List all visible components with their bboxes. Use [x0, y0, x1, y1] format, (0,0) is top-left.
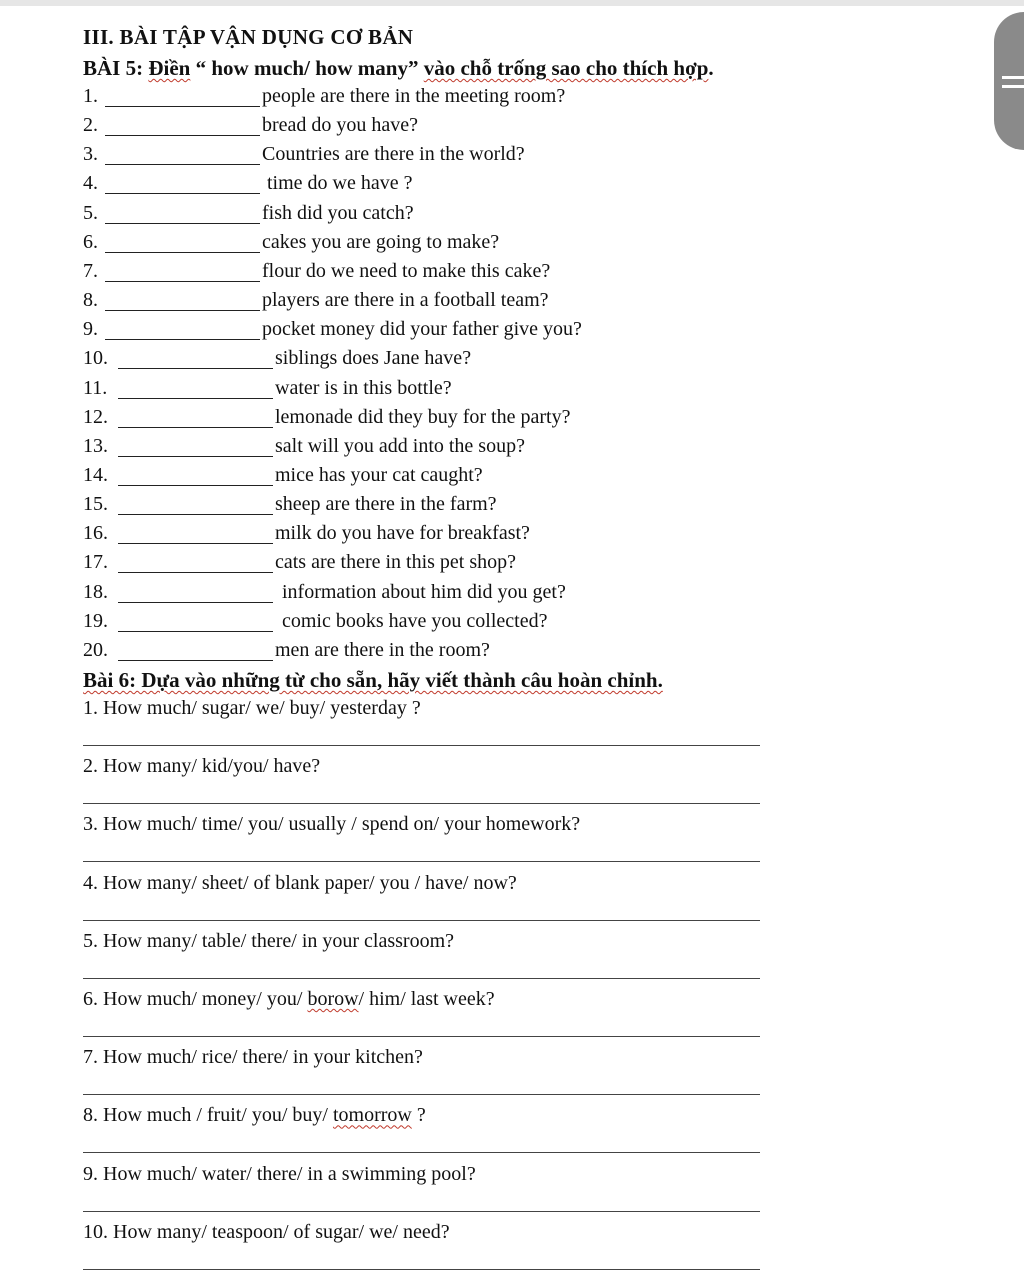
question-text: water is in this bottle? — [275, 376, 452, 399]
answer-line[interactable] — [83, 1152, 760, 1153]
answer-line[interactable] — [83, 1269, 760, 1270]
prompt-text: 10. How many/ teaspoon/ of sugar/ we/ need? — [83, 1220, 450, 1243]
answer-line[interactable] — [83, 1036, 760, 1037]
answer-blank[interactable] — [118, 631, 273, 632]
sentence-prompt — [83, 872, 517, 895]
question-text: people are there in the meeting room? — [262, 85, 566, 107]
question-text: lemonade did they buy for the party? — [275, 405, 571, 428]
answer-line[interactable] — [83, 978, 760, 979]
question-text: players are there in a football team? — [262, 289, 549, 312]
prompt-text: 5. How many/ table/ there/ in your classroom? — [83, 929, 455, 952]
question-number: 17. — [83, 551, 108, 574]
answer-blank[interactable] — [105, 193, 260, 194]
question-text: Countries are there in the world? — [262, 143, 525, 166]
sentence-prompt — [83, 697, 421, 720]
question-number: 15. — [83, 493, 108, 516]
section-heading: III. BÀI TẬP VẬN DỤNG CƠ BẢN — [83, 25, 414, 49]
sentence-prompt — [83, 813, 580, 836]
question-number: 19. — [83, 609, 108, 632]
sentence-prompt — [83, 930, 454, 953]
grip-line — [1002, 76, 1024, 79]
question-number: 11. — [83, 376, 108, 399]
question-number: 10. — [83, 347, 108, 370]
prompt-flagged-word: tomorrow — [332, 1104, 412, 1127]
question-number: 2. — [83, 114, 98, 137]
answer-blank[interactable] — [118, 368, 273, 369]
answer-blank[interactable] — [118, 485, 273, 486]
prompt-text: 7. How much/ rice/ there/ in your kitchen? — [83, 1046, 423, 1069]
question-number: 8. — [83, 289, 98, 312]
question-number: 13. — [83, 434, 108, 457]
question-number: 1. — [83, 85, 98, 107]
answer-blank[interactable] — [105, 164, 260, 165]
question-text: men are there in the room? — [275, 638, 490, 661]
title-quote: “ how much/ how many” — [190, 56, 424, 80]
question-text: flour do we need to make this cake? — [262, 259, 551, 282]
title-word: Điền — [148, 56, 191, 80]
answer-blank[interactable] — [118, 602, 273, 603]
question-text: bread do you have? — [262, 114, 419, 137]
question-text: pocket money did your father give you? — [262, 318, 582, 341]
question-text: milk do you have for breakfast? — [275, 522, 530, 545]
question-number: 14. — [83, 463, 108, 486]
sentence-prompt — [83, 1104, 426, 1127]
sentence-prompt — [83, 988, 495, 1011]
question-number: 12. — [83, 405, 108, 428]
prompt-text: 3. How much/ time/ you/ usually / spend on/ your homework? — [83, 813, 581, 836]
prompt-text: 8. How much / fruit/ you/ buy/ — [83, 1104, 333, 1127]
question-number: 7. — [83, 259, 98, 282]
answer-blank[interactable] — [105, 281, 260, 282]
answer-line[interactable] — [83, 803, 760, 804]
exercise-6-title: Bài 6: Dựa vào những từ cho sẵn, hãy viết thành câu hoàn chỉnh. — [83, 668, 663, 692]
answer-blank[interactable] — [118, 660, 273, 661]
answer-blank[interactable] — [118, 427, 273, 428]
question-text: information about him did you get? — [282, 580, 566, 603]
answer-line[interactable] — [83, 1094, 760, 1095]
prompt-text: 2. How many/ kid/you/ have? — [83, 755, 321, 778]
exercise-5-title — [83, 56, 714, 81]
answer-line[interactable] — [83, 920, 760, 921]
grip-line — [1002, 85, 1024, 88]
question-number: 20. — [83, 638, 108, 661]
question-text: siblings does Jane have? — [275, 347, 472, 370]
answer-blank[interactable] — [118, 572, 273, 573]
answer-blank[interactable] — [105, 252, 260, 253]
answer-blank[interactable] — [118, 543, 273, 544]
prompt-text: 9. How much/ water/ there/ in a swimming pool? — [83, 1162, 476, 1185]
title-instruction: vào chỗ trống sao cho thích hợp — [423, 56, 709, 80]
question-number: 4. — [83, 172, 98, 195]
scroll-handle[interactable] — [994, 12, 1024, 150]
question-number: 5. — [83, 201, 98, 224]
sentence-prompt — [83, 1046, 423, 1069]
answer-blank[interactable] — [105, 339, 260, 340]
answer-blank[interactable] — [118, 456, 273, 457]
sentence-prompt — [83, 1221, 450, 1244]
answer-blank[interactable] — [105, 310, 260, 311]
question-number: 18. — [83, 580, 108, 603]
question-number: 16. — [83, 522, 108, 545]
prompt-text: 4. How many/ sheet/ of blank paper/ you / have/ now? — [83, 871, 517, 894]
answer-blank[interactable] — [105, 106, 260, 107]
prompt-text-end: ? — [411, 1104, 426, 1127]
prompt-text: 6. How much/ money/ you/ — [83, 988, 308, 1010]
question-text: comic books have you collected? — [282, 609, 548, 632]
answer-blank[interactable] — [105, 223, 260, 224]
question-text: salt will you add into the soup? — [275, 434, 525, 457]
answer-line[interactable] — [83, 861, 760, 862]
question-text: fish did you catch? — [262, 201, 414, 224]
question-text: cats are there in this pet shop? — [275, 551, 517, 574]
answer-line[interactable] — [83, 745, 760, 746]
prompt-text-end: / him/ last week? — [358, 988, 495, 1010]
question-text: cakes you are going to make? — [262, 230, 500, 253]
answer-blank[interactable] — [118, 398, 273, 399]
top-border — [0, 0, 1024, 6]
title-end: . — [708, 56, 714, 80]
answer-blank[interactable] — [118, 514, 273, 515]
prompt-flagged-word: borow — [307, 988, 359, 1010]
question-text: time do we have ? — [267, 172, 413, 195]
title-prefix: BÀI 5: — [83, 56, 149, 80]
question-text: sheep are there in the farm? — [275, 493, 497, 516]
answer-blank[interactable] — [105, 135, 260, 136]
answer-line[interactable] — [83, 1211, 760, 1212]
question-text: mice has your cat caught? — [275, 463, 483, 486]
question-number: 6. — [83, 230, 98, 253]
prompt-text: 1. How much/ sugar/ we/ buy/ yesterday ? — [83, 697, 421, 719]
sentence-prompt — [83, 755, 320, 778]
question-number: 3. — [83, 143, 98, 166]
sentence-prompt — [83, 1163, 476, 1186]
question-number: 9. — [83, 318, 98, 341]
